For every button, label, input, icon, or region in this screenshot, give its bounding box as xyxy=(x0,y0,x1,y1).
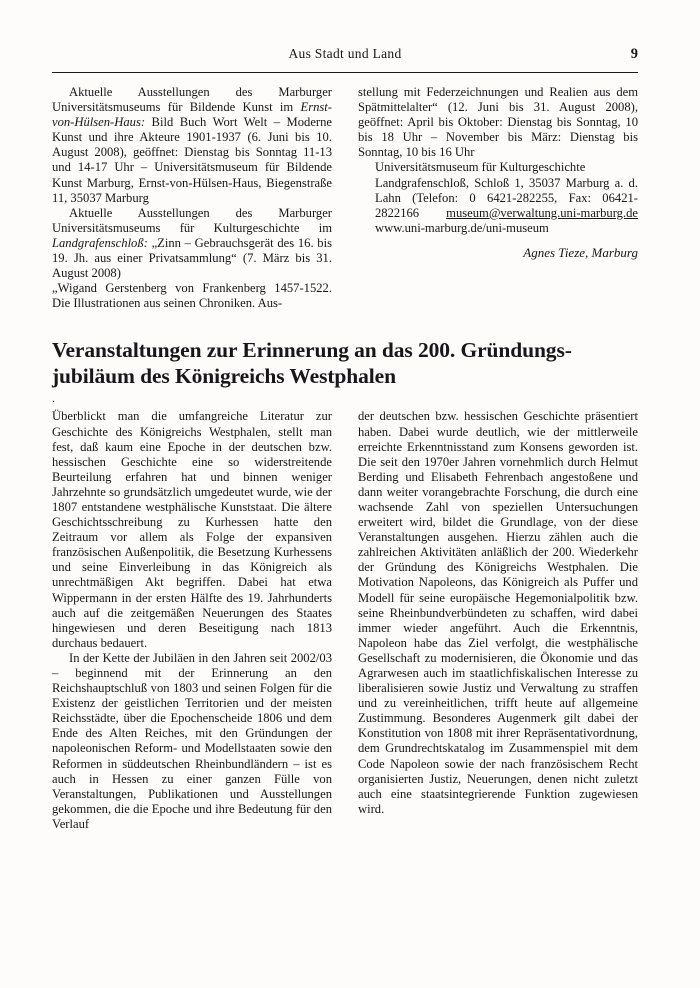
headline-line-1: Veranstaltungen zur Erinnerung an das 200. Gründungs- xyxy=(52,338,572,363)
museum-contact-line: Landgrafenschloß, Schloß 1, 35037 Marburg a. d. Lahn (Telefon: 0 6421-282255, Fax: 06421-2822166 museum@verwaltung.uni-marburg.de www.uni-marburg.de/uni-museum xyxy=(375,175,638,235)
top-section-columns xyxy=(52,85,638,311)
museum-name-line: Universitätsmuseum für Kulturgeschichte xyxy=(375,160,586,175)
paragraph: stellung mit Federzeichnungen und Realien aus dem Spätmittelalter“ (12. Juni bis 31. August 2008), geöffnet: April bis Oktober: Dienstag bis Sonntag, 10 bis 18 Uhr – November bis März: Dienstag bis Sonntag, 10 bis 16 Uhr xyxy=(358,85,638,160)
article-left-column xyxy=(52,409,332,832)
running-head xyxy=(52,46,638,68)
article-headline xyxy=(52,337,638,389)
paragraph: Aktuelle Ausstellungen des Marburger Universitätsmuseums für Kulturgeschichte im Landgrafenschloß: „Zinn – Gebrauchsgerät des 16. bis 19. Jh. aus einer Privatsammlung“ (7. März bis 31. August 2008) xyxy=(52,205,332,281)
page-number: 9 xyxy=(630,46,638,62)
headline-line-2: jubiläum des Königreichs Westphalen xyxy=(52,364,396,389)
paragraph: der deutschen bzw. hessischen Geschichte präsentiert haben. Dabei wurde deutlich, wie der mittlerweile erreichte Erkenntnisstand zum Konsens geworden ist. Die seit den 1970er Jahren vornehmlich durch Helmut Berding und Elisabeth Fehrenbach angestoßene und dann weiter vorangebrachte Forschung, die durch eine wachsende Zahl von speziellen Untersuchungen erweitert wird, bildet die Grundlage, von der diese Veranstaltungen ausgehen. Hierzu zählen auch die zahlreichen Aktivitäten anläßlich der 200. Wiederkehr der Gründung des Königreichs Westphalen. Die Motivation Napoleons, das Königreich als Puffer und Modell für seine europäische Hegemonialpolitik bzw. seine Rheinbundverbündeten zu schaffen, wird dabei immer wieder angeführt. Auch die Erkenntnis, Napoleon habe das Ziel verfolgt, die westphälische Gesellschaft zu modernisieren, die Ökonomie und das Agrarwesen auch im staatlichfiskalischen Interesse zu liberalisieren sowie Justiz und Verwaltung zu straffen und zu vereinheitlichen, trifft heute auf allgemeine Zustimmung. Besonderes Augenmerk gilt dabei der Konstitution von 1808 mit ihrer Repräsentativordnung, dem Grundrechtskatalog im Zusammenspiel mit dem Code Napoleon sowie der nach französischem Recht organisierten Justiz, Neuerungen, denen nicht zuletzt auch eine staatsintegrierende Funktion zugewiesen wird. xyxy=(358,409,638,816)
paragraph: „Wigand Gerstenberg von Frankenberg 1457-1522. Die Illustrationen aus seinen Chroniken. Aus- xyxy=(52,281,332,311)
author-signature: Agnes Tieze, Marburg xyxy=(523,244,638,260)
paragraph: Überblickt man die umfangreiche Literatur zur Geschichte des Königreichs Westphalen, stellt man fest, daß kaum eine Epoche in der deutschen bzw. hessischen Geschichte eine so widerstreitende Beurteilung erfahren hat und binnen weniger Jahrzehnte so grundsätzlich umgedeutet wurde, wie der 1807 entstandene westphälische Kunststaat. Die ältere Geschichtsschreibung zu Kurhessen hatte den Zeitraum vor allem als Folge der expansiven französischen Außenpolitik, die Besetzung Kurhessens und seine Einverleibung in das Königreich als unrechtmäßigen Akt begriffen. Dabei hat etwa Wippermann in der ersten Hälfte des 19. Jahrhunderts auch auf die zeitgemäßen Neuerungen des Staates hingewiesen und deren Beseitigung nach 1813 durchaus bedauert. xyxy=(52,409,332,650)
top-right-column xyxy=(358,85,638,261)
article-columns xyxy=(52,409,638,832)
paragraph: Aktuelle Ausstellungen des Marburger Universitätsmuseums für Bildende Kunst im Ernst-von-Hülsen-Haus: Bild Buch Wort Welt – Moderne Kunst und ihre Akteure 1901-1937 (6. Juni bis 10. August 2008), geöffnet: Dienstag bis Sonntag 11-13 und 14-17 Uhr – Universitätsmuseum für Bildende Kunst Marburg, Ernst-von-Hülsen-Haus, Biegenstraße 11, 35037 Marburg xyxy=(52,85,332,205)
top-left-column xyxy=(52,85,332,311)
running-head-title: Aus Stadt und Land xyxy=(288,46,402,61)
paragraph: In der Kette der Jubiläen in den Jahren seit 2002/03 – beginnend mit der Erinnerung an den Reichshauptschluß von 1803 und seinen Folgen für die Existenz der geistlichen Territorien und der meisten Reichsstädte, über die Epochenscheide 1806 und dem Ende des Alten Reiches, mit den Gründungen der napoleonischen Reform- und Modellstaaten sowie den Reformen in süddeutschen Rheinbundländern – ist es auch in Hessen zu einer ganzen Fülle von Veranstaltungen, Publikationen und Ausstellungen gekommen, die die Epoche und ihre Bedeutung für den Verlauf xyxy=(52,650,332,831)
header-rule xyxy=(52,72,638,73)
page-content xyxy=(52,46,638,832)
stray-mark: . xyxy=(52,391,55,406)
article-right-column xyxy=(358,409,638,817)
